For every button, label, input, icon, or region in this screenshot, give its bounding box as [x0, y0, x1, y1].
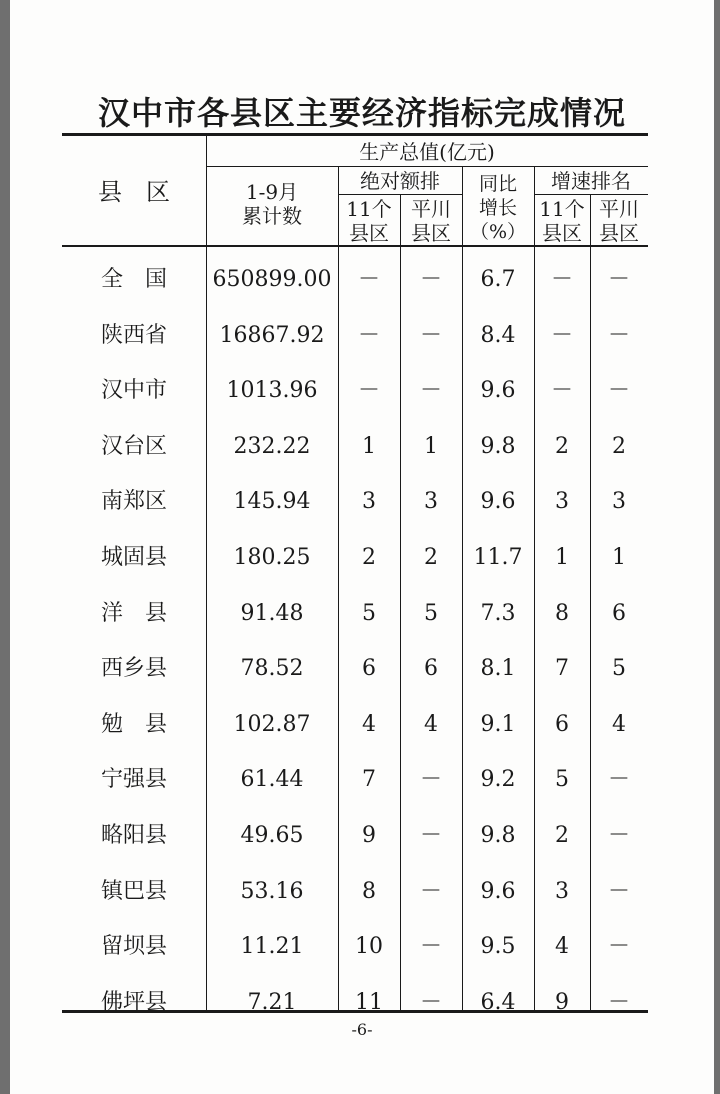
abs-rank-11: 3 — [362, 489, 376, 514]
growth-rank-flat: 2 — [612, 434, 626, 459]
growth-rank-flat: 4 — [612, 712, 626, 737]
cumulative-value: 11.21 — [240, 934, 304, 959]
county-name: 佛坪县 — [100, 990, 167, 1015]
header-growth-rank: 增速排名 — [551, 169, 631, 193]
county-name: 镇巴县 — [100, 879, 167, 904]
abs-rank-flat: － — [419, 823, 442, 848]
top-rule — [62, 133, 648, 136]
abs-rank-flat: 2 — [424, 545, 438, 570]
county-name: 西乡县 — [100, 656, 167, 681]
yoy-growth: 9.8 — [480, 434, 516, 459]
abs-rank-11: 6 — [362, 656, 376, 681]
abs-rank-11: 2 — [362, 545, 376, 570]
growth-rank-11: 3 — [555, 879, 569, 904]
yoy-growth: 8.1 — [480, 656, 516, 681]
cumulative-value: 16867.92 — [219, 323, 325, 348]
yoy-growth: 9.8 — [480, 823, 516, 848]
cumulative-value: 1013.96 — [226, 378, 318, 403]
abs-rank-flat: 6 — [424, 656, 438, 681]
header-county: 县 区 — [98, 178, 170, 206]
growth-rank-flat: － — [607, 990, 630, 1015]
growth-rank-flat: 6 — [612, 601, 626, 626]
abs-rank-11: 9 — [362, 823, 376, 848]
abs-rank-11: 10 — [355, 934, 383, 959]
cumulative-value: 7.21 — [247, 990, 297, 1015]
yoy-growth: 8.4 — [480, 323, 516, 348]
page-number: -6- — [351, 1020, 373, 1039]
growth-rank-flat: － — [607, 879, 630, 904]
header-gr-flat: 平川 县区 — [599, 197, 639, 245]
document-page — [10, 0, 714, 1094]
growth-rank-11: 2 — [555, 823, 569, 848]
header-cumulative: 1-9月 累计数 — [242, 180, 302, 228]
cumulative-value: 53.16 — [240, 879, 304, 904]
yoy-growth: 9.6 — [480, 489, 516, 514]
abs-rank-flat: － — [419, 267, 442, 292]
cumulative-value: 102.87 — [233, 712, 311, 737]
header-yoy: 同比 增长 （%） — [469, 173, 527, 243]
yoy-growth: 6.4 — [480, 990, 516, 1015]
growth-rank-11: 1 — [555, 545, 569, 570]
growth-rank-11: 3 — [555, 489, 569, 514]
yoy-growth: 9.6 — [480, 378, 516, 403]
growth-rank-11: 5 — [555, 767, 569, 792]
cumulative-value: 180.25 — [233, 545, 311, 570]
growth-rank-11: 2 — [555, 434, 569, 459]
header-gr-11: 11个 县区 — [539, 197, 585, 245]
county-name: 留坝县 — [100, 934, 167, 959]
header-rule-gdp — [206, 166, 648, 167]
county-name: 城固县 — [100, 545, 167, 570]
abs-rank-11: － — [357, 267, 380, 292]
header-bottom-rule — [62, 245, 648, 247]
cumulative-value: 78.52 — [240, 656, 304, 681]
county-name: 略阳县 — [100, 823, 167, 848]
cumulative-value: 650899.00 — [212, 267, 332, 292]
abs-rank-flat: － — [419, 378, 442, 403]
abs-rank-flat: 3 — [424, 489, 438, 514]
county-name: 宁强县 — [100, 767, 167, 792]
county-name: 勉 县 — [100, 712, 167, 737]
yoy-growth: 11.7 — [473, 545, 523, 570]
growth-rank-11: 4 — [555, 934, 569, 959]
abs-rank-11: 11 — [355, 990, 383, 1015]
county-name: 汉中市 — [100, 378, 167, 403]
growth-rank-11: 8 — [555, 601, 569, 626]
yoy-growth: 9.6 — [480, 879, 516, 904]
growth-rank-flat: － — [607, 267, 630, 292]
header-abs-11: 11个 县区 — [346, 197, 392, 245]
abs-rank-11: 7 — [362, 767, 376, 792]
county-name: 全 国 — [100, 267, 167, 292]
abs-rank-flat: － — [419, 323, 442, 348]
yoy-growth: 6.7 — [480, 267, 516, 292]
growth-rank-11: － — [550, 267, 573, 292]
cumulative-value: 49.65 — [240, 823, 304, 848]
header-abs-rank: 绝对额排 — [360, 169, 440, 193]
growth-rank-flat: 5 — [612, 656, 626, 681]
abs-rank-flat: － — [419, 879, 442, 904]
growth-rank-flat: － — [607, 823, 630, 848]
growth-rank-flat: 1 — [612, 545, 626, 570]
abs-rank-flat: 1 — [424, 434, 438, 459]
cumulative-value: 232.22 — [233, 434, 311, 459]
growth-rank-11: 7 — [555, 656, 569, 681]
abs-rank-flat: － — [419, 934, 442, 959]
growth-rank-11: － — [550, 378, 573, 403]
growth-rank-flat: 3 — [612, 489, 626, 514]
abs-rank-flat: 4 — [424, 712, 438, 737]
abs-rank-flat: － — [419, 767, 442, 792]
yoy-growth: 9.1 — [480, 712, 516, 737]
cumulative-value: 61.44 — [240, 767, 304, 792]
abs-rank-flat: 5 — [424, 601, 438, 626]
page-title: 汉中市各县区主要经济指标完成情况 — [97, 94, 626, 132]
county-name: 洋 县 — [100, 601, 167, 626]
growth-rank-11: 6 — [555, 712, 569, 737]
abs-rank-11: － — [357, 378, 380, 403]
growth-rank-flat: － — [607, 767, 630, 792]
header-rule-growth — [534, 194, 648, 195]
county-name: 汉台区 — [100, 434, 167, 459]
county-name: 南郑区 — [100, 489, 167, 514]
abs-rank-11: 8 — [362, 879, 376, 904]
growth-rank-11: － — [550, 323, 573, 348]
county-name: 陕西省 — [100, 323, 167, 348]
abs-rank-flat: － — [419, 990, 442, 1015]
yoy-growth: 7.3 — [480, 601, 516, 626]
yoy-growth: 9.2 — [480, 767, 516, 792]
growth-rank-flat: － — [607, 323, 630, 348]
abs-rank-11: 5 — [362, 601, 376, 626]
growth-rank-flat: － — [607, 934, 630, 959]
abs-rank-11: 4 — [362, 712, 376, 737]
yoy-growth: 9.5 — [480, 934, 516, 959]
cumulative-value: 145.94 — [233, 489, 311, 514]
header-gdp-group: 生产总值(亿元) — [359, 140, 495, 164]
growth-rank-flat: － — [607, 378, 630, 403]
growth-rank-11: 9 — [555, 990, 569, 1015]
abs-rank-11: － — [357, 323, 380, 348]
header-abs-flat: 平川 县区 — [411, 197, 451, 245]
cumulative-value: 91.48 — [240, 601, 304, 626]
abs-rank-11: 1 — [362, 434, 376, 459]
